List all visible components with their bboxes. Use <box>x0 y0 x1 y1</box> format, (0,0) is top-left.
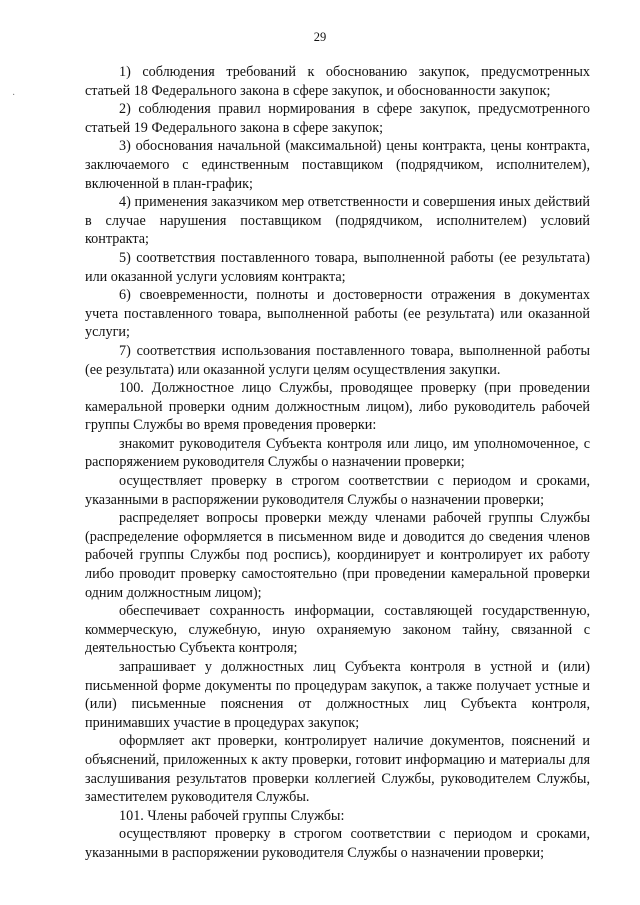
paragraph-item-2: 2) соблюдения правил нормирования в сфере закупок, предусмотренного статьей 19 Федерального закона в сфере закупок; <box>85 101 590 136</box>
paragraph-duty-inspect: осуществляет проверку в строгом соответствии с периодом и сроками, указанными в распоряжении руководителя Службы о назначении проверки; <box>85 473 590 508</box>
paragraph-item-1: 1) соблюдения требований к обоснованию закупок, предусмотренных статьей 18 Федерального закона в сфере закупок, и обоснованности закупок; <box>85 64 590 99</box>
paragraph-item-4: 4) применения заказчиком мер ответственности и совершения иных действий в случае нарушения поставщиком (подрядчиком, исполнителем) условий контракта; <box>85 194 590 248</box>
paragraph-duty-request: запрашивает у должностных лиц Субъекта контроля в устной и (или) письменной форме документы по процедурам закупок, а также получает устные и (или) письменные пояснения от должностных лиц Субъекта контроля, принимавших участие в процедурах закупок; <box>85 659 590 731</box>
paragraph-clause-100: 100. Должностное лицо Службы, проводящее проверку (при проведении камеральной проверки одним должностным лицом), либо руководитель рабочей группы Службы во время проведения проверки: <box>85 380 590 434</box>
paragraph-item-7: 7) соответствия использования поставленного товара, выполненной работы (ее результата) или оказанной услуги целям осуществления закупки. <box>85 342 590 378</box>
page-number: 29 <box>313 30 327 44</box>
paragraph-clause-101: 101. Члены рабочей группы Службы: <box>119 807 345 824</box>
margin-mark: · <box>12 90 16 101</box>
paragraph-item-3: 3) обоснования начальной (максимальной) цены контракта, цены контракта, заключаемого с единственным поставщиком (подрядчиком, исполнителем), включенной в план-график; <box>85 138 590 192</box>
paragraph-duty-report: оформляет акт проверки, контролирует наличие документов, пояснений и объяснений, приложенных к акту проверки, готовит информацию и материалы для заслушивания результатов проверки коллегией Службы, руководителем Службы, заместителем руководителя Службы. <box>85 733 590 806</box>
paragraph-item-6: 6) своевременности, полноты и достоверности отражения в документах учета поставленного товара, выполненной работы (ее результата) или оказанной услуги; <box>85 287 590 341</box>
paragraph-item-5: 5) соответствия поставленного товара, выполненной работы (ее результата) или оказанной услуги условиям контракта; <box>85 249 590 285</box>
paragraph-duty-distribute: распределяет вопросы проверки между членами рабочей группы Службы (распределение оформляется в письменном виде и доводится до сведения членов рабочей группы Службы под роспись), координирует и контролирует их работу либо проводит проверку самостоятельно (при проведении камеральной проверки одним должностным лицом); <box>85 510 590 601</box>
document-body <box>85 63 590 863</box>
paragraph-duty-acquaint: знакомит руководителя Субъекта контроля или лицо, им уполномоченное, с распоряжением руководителя Службы о назначении проверки; <box>85 435 590 471</box>
paragraph-duty-confidentiality: обеспечивает сохранность информации, составляющей государственную, коммерческую, служебную, иную охраняемую законом тайну, связанной с деятельностью Субъекта контроля; <box>85 603 590 657</box>
paragraph-member-duty-inspect: осуществляют проверку в строгом соответствии с периодом и сроками, указанными в распоряжении руководителя Службы о назначении проверки; <box>85 826 590 861</box>
